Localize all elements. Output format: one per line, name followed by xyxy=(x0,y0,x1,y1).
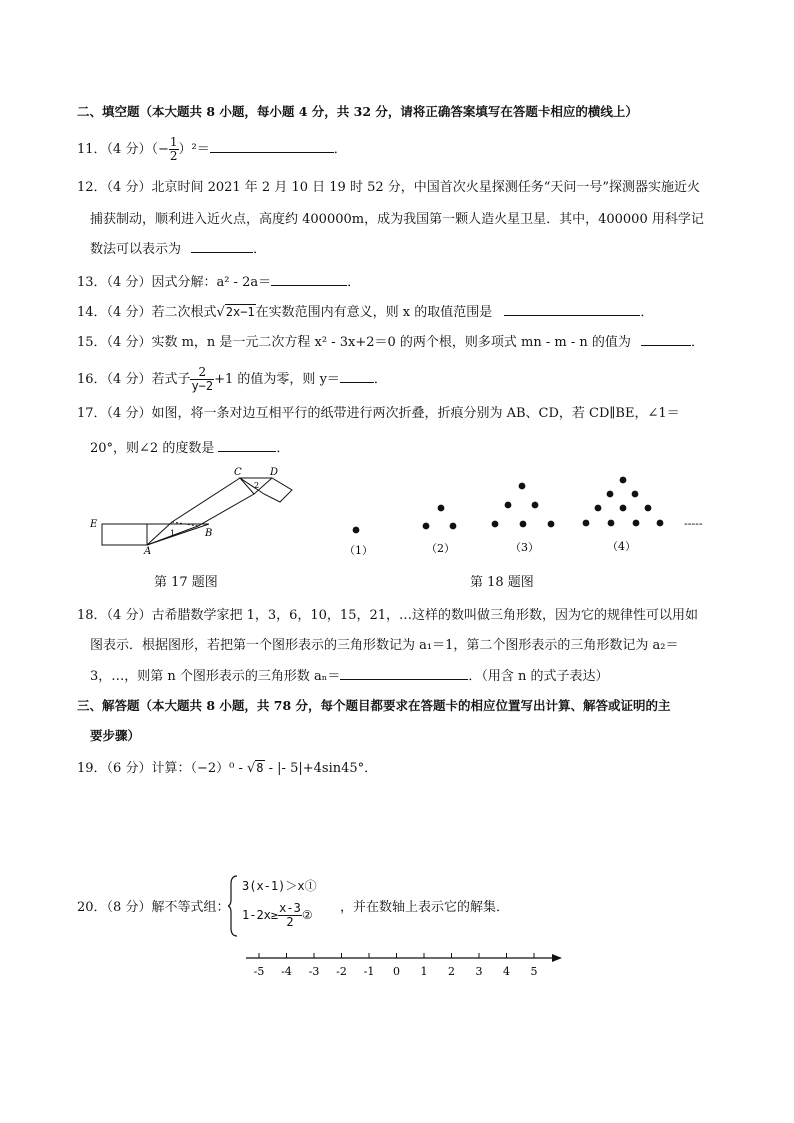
q18-answer-blank[interactable] xyxy=(340,667,468,680)
fig18-dot xyxy=(583,520,590,527)
q11-paren-open: （− xyxy=(151,142,169,157)
q16-end: ． xyxy=(373,372,387,387)
question-15 xyxy=(77,333,704,351)
q19-post: - |- 5|+4sin45°． xyxy=(264,761,378,776)
q14-end: ． xyxy=(640,305,654,320)
fig18-label-1: （1） xyxy=(344,544,373,557)
fig18-dot xyxy=(620,505,627,512)
fig17-strip-top xyxy=(240,478,292,502)
fig18-dot xyxy=(608,520,615,527)
figure-18-triangle-dots xyxy=(330,470,720,565)
fig18-dot xyxy=(633,520,640,527)
section-3-heading-line-2: 要步骤） xyxy=(90,728,141,743)
number-line-ticks xyxy=(254,953,538,978)
fig18-dot xyxy=(632,491,639,498)
q16-frac-denominator: y−2 xyxy=(191,379,214,393)
fig18-dot xyxy=(532,502,539,509)
section-2-heading: 二、填空题（本大题共 8 小题，每小题 4 分，共 32 分，请将正确答案填写在答题卡相应的横线上） xyxy=(77,104,638,119)
fig17-label-c: C xyxy=(234,467,242,478)
number-line-tick-label: -5 xyxy=(253,965,265,978)
number-line-tick-label: 4 xyxy=(503,965,510,978)
fig18-dot xyxy=(620,477,627,484)
q20-frac-numerator: x-3 xyxy=(279,901,301,915)
fig18-dot xyxy=(645,505,652,512)
figure-17-caption: 第 17 题图 xyxy=(154,575,218,590)
question-18-line-3 xyxy=(90,667,609,685)
q11-answer-blank[interactable] xyxy=(210,140,334,153)
fig18-dot xyxy=(595,505,602,512)
question-17-line-2 xyxy=(90,439,289,457)
q14-sqrt-sign: √ xyxy=(216,305,225,320)
q12-line3-text: 数法可以表示为 xyxy=(90,242,182,257)
q20-inequality-2 xyxy=(242,902,313,929)
q12-end: ． xyxy=(253,242,267,257)
q13-answer-blank[interactable] xyxy=(271,273,347,286)
question-11 xyxy=(77,136,347,163)
fig18-dot xyxy=(607,491,614,498)
question-19 xyxy=(77,760,377,777)
q20-fraction xyxy=(278,902,302,929)
fig18-dot xyxy=(657,520,664,527)
number-line-arrow xyxy=(552,954,562,962)
q14-answer-blank[interactable] xyxy=(504,303,640,316)
number-line-tick-label: -3 xyxy=(308,965,320,978)
q16-pre: 16．（4 分）若式子 xyxy=(77,372,191,387)
fig18-dot xyxy=(520,521,527,528)
q20-inequality-1: 3(x-1)＞x① xyxy=(242,879,317,893)
fig17-angle-1: 1 xyxy=(170,529,176,538)
q14-pre: 14．（4 分）若二次根式 xyxy=(77,305,217,320)
fig18-label-2: （2） xyxy=(426,542,455,555)
fig18-dot xyxy=(438,505,445,512)
q17-answer-blank[interactable] xyxy=(218,439,276,452)
number-line-tick-label: -2 xyxy=(336,965,347,978)
fig18-dot xyxy=(450,523,457,530)
q15-end: ． xyxy=(691,335,705,350)
q15-answer-blank[interactable] xyxy=(641,333,691,346)
question-17-line-1: 17．（4 分）如图，将一条对边互相平行的纸带进行两次折叠，折痕分别为 AB、CD，若 CD∥BE，∠1＝ xyxy=(77,406,680,421)
q19-sqrt-sign: √ xyxy=(246,761,256,776)
q11-frac-numerator: 1 xyxy=(169,135,178,149)
q11-fraction xyxy=(169,136,179,163)
fig18-ellipsis: ----- xyxy=(684,517,703,530)
fig18-dot xyxy=(353,527,360,534)
q16-post: +1 的值为零，则 y＝ xyxy=(214,372,340,387)
q16-fraction xyxy=(190,366,214,393)
q19-pre: 19．（6 分）计算：（−2）⁰ - xyxy=(77,761,247,776)
fig18-dot xyxy=(505,502,512,509)
fig17-strip-left xyxy=(102,524,147,545)
q14-radicand: 2x−1 xyxy=(225,305,255,319)
q12-answer-blank[interactable] xyxy=(191,240,253,253)
figure-17-folded-strip xyxy=(84,464,304,560)
q20-frac-denominator: 2 xyxy=(286,915,294,929)
number-line-tick-label: 2 xyxy=(448,965,455,978)
fig17-label-e: E xyxy=(90,519,98,530)
number-line-tick-label: -4 xyxy=(281,965,292,978)
q17-end: ． xyxy=(276,441,290,456)
question-13 xyxy=(77,273,360,291)
q16-frac-numerator: 2 xyxy=(190,366,214,380)
q16-answer-blank[interactable] xyxy=(340,370,374,383)
figure-18-caption: 第 18 题图 xyxy=(470,575,534,590)
fig17-label-a: A xyxy=(144,546,152,557)
fig17-label-b: B xyxy=(205,528,213,539)
q20-brace xyxy=(228,874,238,938)
section-3-heading-line-1: 三、解答题（本大题共 8 小题，共 78 分，每个题目都要求在答题卡的相应位置写出计算、解答或证明的主 xyxy=(77,698,671,713)
fig18-label-4: （4） xyxy=(607,540,636,553)
question-12-line-1: 12．（4 分）北京时间 2021 年 2 月 10 日 19 时 52 分，中国首次火星探测任务“天问一号”探测器实施近火 xyxy=(77,180,701,195)
fig18-dot xyxy=(423,523,430,530)
number-line-tick-label: -1 xyxy=(363,965,375,978)
question-12-line-2: 捕获制动，顺利进入近火点，高度约 400000m，成为我国第一颗人造火星卫星．其中，400000 用科学记 xyxy=(90,212,704,227)
q20-ineq2-post: ② xyxy=(301,908,313,922)
fig18-dot xyxy=(519,483,526,490)
fig18-dot xyxy=(492,521,499,528)
fig17-label-d: D xyxy=(270,467,279,478)
q15-text: 15．（4 分）实数 m，n 是一元二次方程 x² - 3x+2＝0 的两个根，则多项式 mn - m - n 的值为 xyxy=(77,335,631,350)
number-line-tick-label: 5 xyxy=(530,965,538,978)
number-line-tick-label: 3 xyxy=(475,965,483,978)
q13-text: 13．（4 分）因式分解：a² - 2a＝ xyxy=(77,275,272,290)
q17-line2-text: 20°，则∠2 的度数是 xyxy=(90,441,215,456)
number-line-tick-label: 0 xyxy=(393,965,400,978)
q18-line3-pre: 3，…，则第 n 个图形表示的三角形数 aₙ＝ xyxy=(90,669,341,684)
q18-line3-post: ．（用含 n 的式子表达） xyxy=(468,669,609,684)
q13-end: ． xyxy=(347,275,361,290)
q11-frac-denominator: 2 xyxy=(169,149,178,163)
question-18-line-2: 图表示．根据图形，若把第一个图形表示的三角形数记为 a₁＝1，第二个图形表示的三角形数记为 a₂＝ xyxy=(90,638,679,653)
question-18-line-1: 18．（4 分）古希腊数学家把 1，3，6，10，15，21，…这样的数叫做三角形数，因为它的规律性可以用如 xyxy=(77,608,699,623)
question-14 xyxy=(77,303,653,321)
q19-radicand: 8 xyxy=(256,761,264,775)
q20-post: ，并在数轴上表示它的解集． xyxy=(340,900,510,915)
fig17-strip-diagonal xyxy=(147,478,254,545)
q11-end: ． xyxy=(333,142,347,157)
q11-tail: ）²＝ xyxy=(178,142,210,157)
q14-post: 在实数范围内有意义，则 x 的取值范围是 xyxy=(255,305,493,320)
fig18-label-3: （3） xyxy=(510,541,539,554)
q11-number: 11．（4 分） xyxy=(77,142,152,157)
number-line-tick-label: 1 xyxy=(420,965,428,978)
question-20-number: 20．（8 分）解不等式组： xyxy=(77,900,230,915)
fig17-angle-2: 2 xyxy=(254,481,260,490)
q20-ineq2-pre: 1-2x≥ xyxy=(242,908,279,922)
fig18-dot xyxy=(548,521,555,528)
number-line xyxy=(246,948,566,978)
question-16 xyxy=(77,366,387,393)
question-12-line-3 xyxy=(90,240,266,258)
